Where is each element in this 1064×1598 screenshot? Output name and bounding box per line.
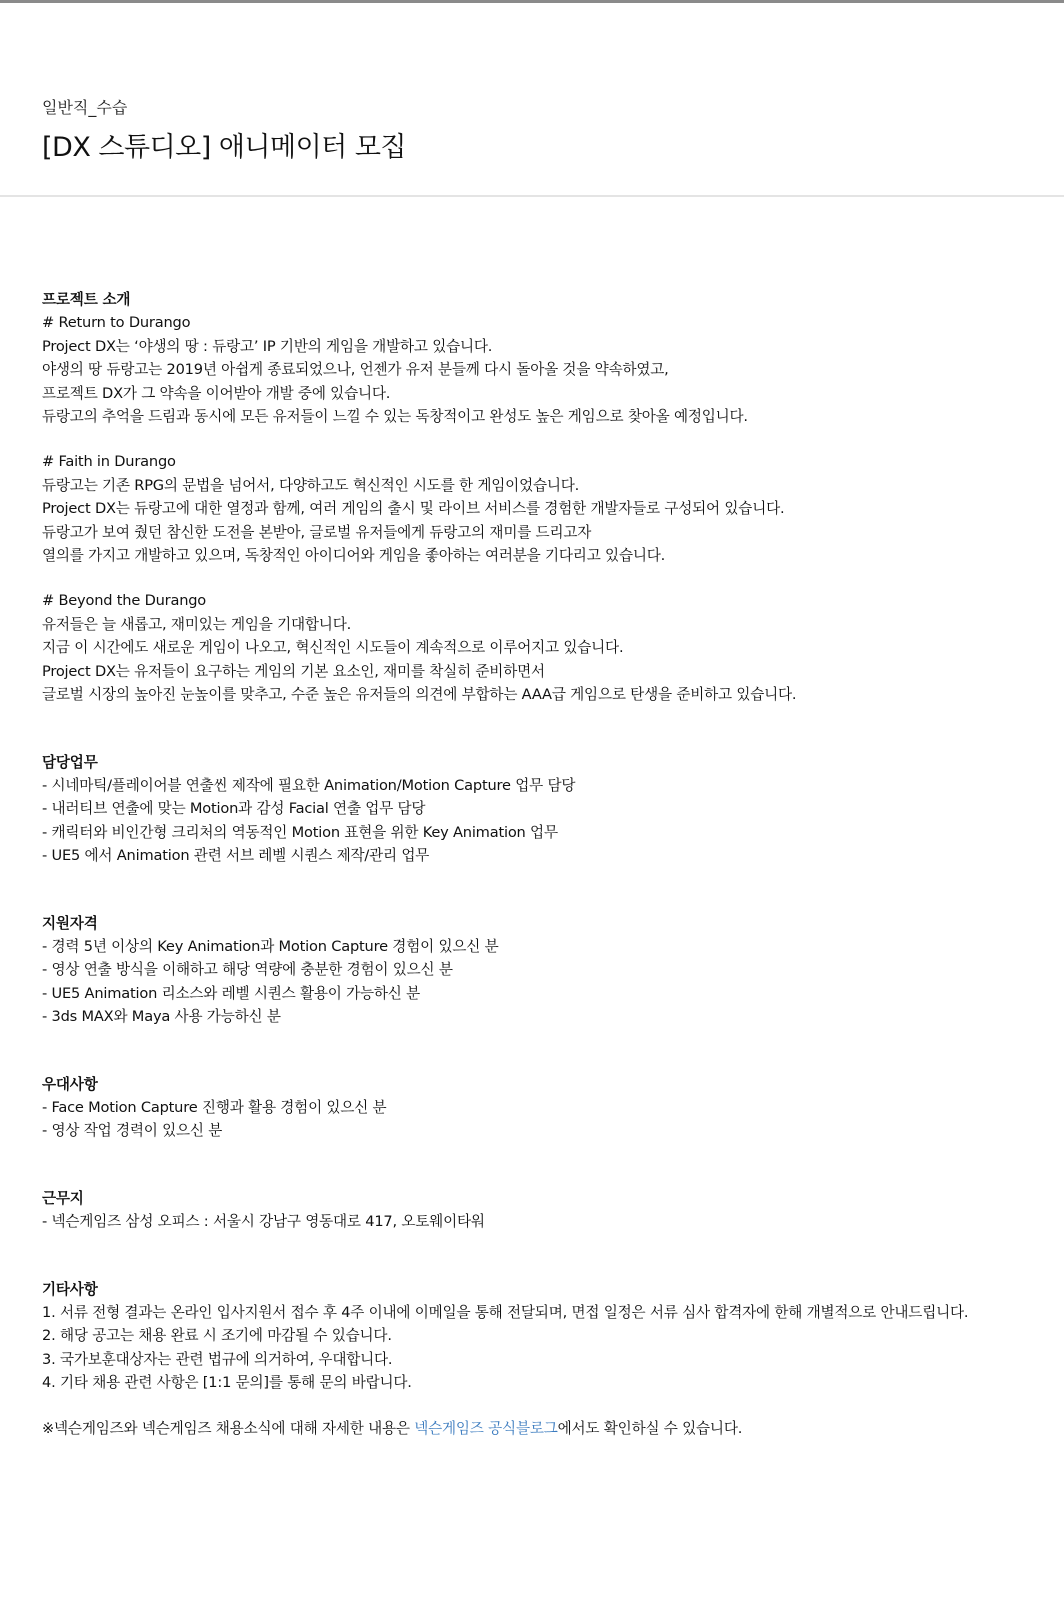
preferred-item: - Face Motion Capture 진행과 활용 경험이 있으신 분: [42, 1098, 387, 1116]
qualification-item: - 3ds MAX와 Maya 사용 가능하신 분: [42, 1008, 281, 1026]
duty-item: - 캐릭터와 비인간형 크리처의 역동적인 Motion 표현을 위한 Key Animation 업무: [42, 823, 558, 841]
official-blog-link[interactable]: 넥슨게임즈 공식블로그: [414, 1419, 558, 1437]
intro-line: 프로젝트 DX가 그 약속을 이어받아 개발 중에 있습니다.: [42, 384, 391, 402]
job-header: [42, 96, 1022, 166]
section-preferred: [42, 1073, 1022, 1143]
blog-note-prefix: ※넥슨게임즈와 넥슨게임즈 채용소식에 대해 자세한 내용은: [42, 1419, 415, 1437]
header-divider: [0, 195, 1064, 197]
intro-line: 듀랑고가 보여 줬던 참신한 도전을 본받아, 글로벌 유저들에게 듀랑고의 재미를 드리고자: [42, 523, 592, 541]
preferred-item: - 영상 작업 경력이 있으신 분: [42, 1122, 223, 1140]
section-heading: 프로젝트 소개: [42, 291, 131, 308]
intro-line: 글로벌 시장의 높아진 눈높이를 맞추고, 수준 높은 유저들의 의견에 부합하는 AAA급 게임으로 탄생을 준비하고 있습니다.: [42, 686, 797, 704]
intro-line: 야생의 땅 듀랑고는 2019년 아쉽게 종료되었으나, 언젠가 유저 분들께 다시 돌아올 것을 약속하였고,: [42, 361, 669, 379]
qualification-item: - UE5 Animation 리소스와 레벨 시퀀스 활용이 가능하신 분: [42, 984, 421, 1002]
duty-item: - 시네마틱/플레이어블 연출씬 제작에 필요한 Animation/Motion Capture 업무 담당: [42, 776, 576, 794]
section-heading: 우대사항: [42, 1075, 98, 1093]
blog-note: [42, 1417, 1022, 1440]
blog-note-suffix: 에서도 확인하실 수 있습니다.: [557, 1419, 743, 1437]
section-location: [42, 1187, 1022, 1234]
job-title: [DX 스튜디오] 애니메이터 모집: [42, 132, 407, 163]
etc-item: 3. 국가보훈대상자는 관련 법규에 의거하여, 우대합니다.: [42, 1350, 393, 1368]
intro-line: 열의를 가지고 개발하고 있으며, 독창적인 아이디어와 게임을 좋아하는 여러분을 기다리고 있습니다.: [42, 547, 666, 565]
intro-line: 듀랑고는 기존 RPG의 문법을 넘어서, 다양하고도 혁신적인 시도를 한 게임이었습니다.: [42, 476, 580, 494]
top-border: [0, 0, 1064, 3]
duty-item: - UE5 에서 Animation 관련 서브 레벨 시퀀스 제작/관리 업무: [42, 847, 430, 865]
etc-item: 2. 해당 공고는 채용 완료 시 조기에 마감될 수 있습니다.: [42, 1327, 392, 1345]
section-etc: [42, 1278, 1022, 1440]
section-project-intro: [42, 288, 1022, 707]
etc-item: 1. 서류 전형 결과는 온라인 입사지원서 접수 후 4주 이내에 이메일을 통해 전달되며, 면접 일정은 서류 심사 합격자에 한해 개별적으로 안내드립니다.: [42, 1304, 969, 1321]
intro-line: 지금 이 시간에도 새로운 게임이 나오고, 혁신적인 시도들이 계속적으로 이루어지고 있습니다.: [42, 639, 624, 657]
section-heading: 근무지: [42, 1189, 84, 1207]
intro-line: # Beyond the Durango: [42, 592, 207, 610]
section-qualifications: [42, 912, 1022, 1029]
intro-line: Project DX는 ‘야생의 땅 : 듀랑고’ IP 기반의 게임을 개발하고 있습니다.: [42, 337, 493, 355]
section-heading: 담당업무: [42, 753, 98, 771]
job-category: 일반직_수습: [42, 98, 128, 117]
section-heading: 기타사항: [42, 1280, 98, 1298]
job-description: [42, 288, 1022, 1440]
etc-item: 4. 기타 채용 관련 사항은 [1:1 문의]를 통해 문의 바랍니다.: [42, 1374, 412, 1392]
intro-line: Project DX는 듀랑고에 대한 열정과 함께, 여러 게임의 출시 및 라이브 서비스를 경험한 개발자들로 구성되어 있습니다.: [42, 500, 785, 518]
intro-line: # Return to Durango: [42, 314, 191, 332]
intro-line: 유저들은 늘 새롭고, 재미있는 게임을 기대합니다.: [42, 615, 352, 633]
duty-item: - 내러티브 연출에 맞는 Motion과 감성 Facial 연출 업무 담당: [42, 800, 426, 818]
intro-line: # Faith in Durango: [42, 453, 176, 471]
intro-line: Project DX는 유저들이 요구하는 게임의 기본 요소인, 재미를 착실히 준비하면서: [42, 662, 545, 680]
section-heading: 지원자격: [42, 914, 98, 932]
qualification-item: - 영상 연출 방식을 이해하고 해당 역량에 충분한 경험이 있으신 분: [42, 961, 453, 979]
qualification-item: - 경력 5년 이상의 Key Animation과 Motion Capture 경험이 있으신 분: [42, 937, 499, 955]
section-duties: [42, 751, 1022, 868]
location-item: - 넥슨게임즈 삼성 오피스 : 서울시 강남구 영동대로 417, 오토웨이타워: [42, 1213, 485, 1231]
intro-line: 듀랑고의 추억을 드림과 동시에 모든 유저들이 느낄 수 있는 독창적이고 완성도 높은 게임으로 찾아올 예정입니다.: [42, 408, 748, 426]
